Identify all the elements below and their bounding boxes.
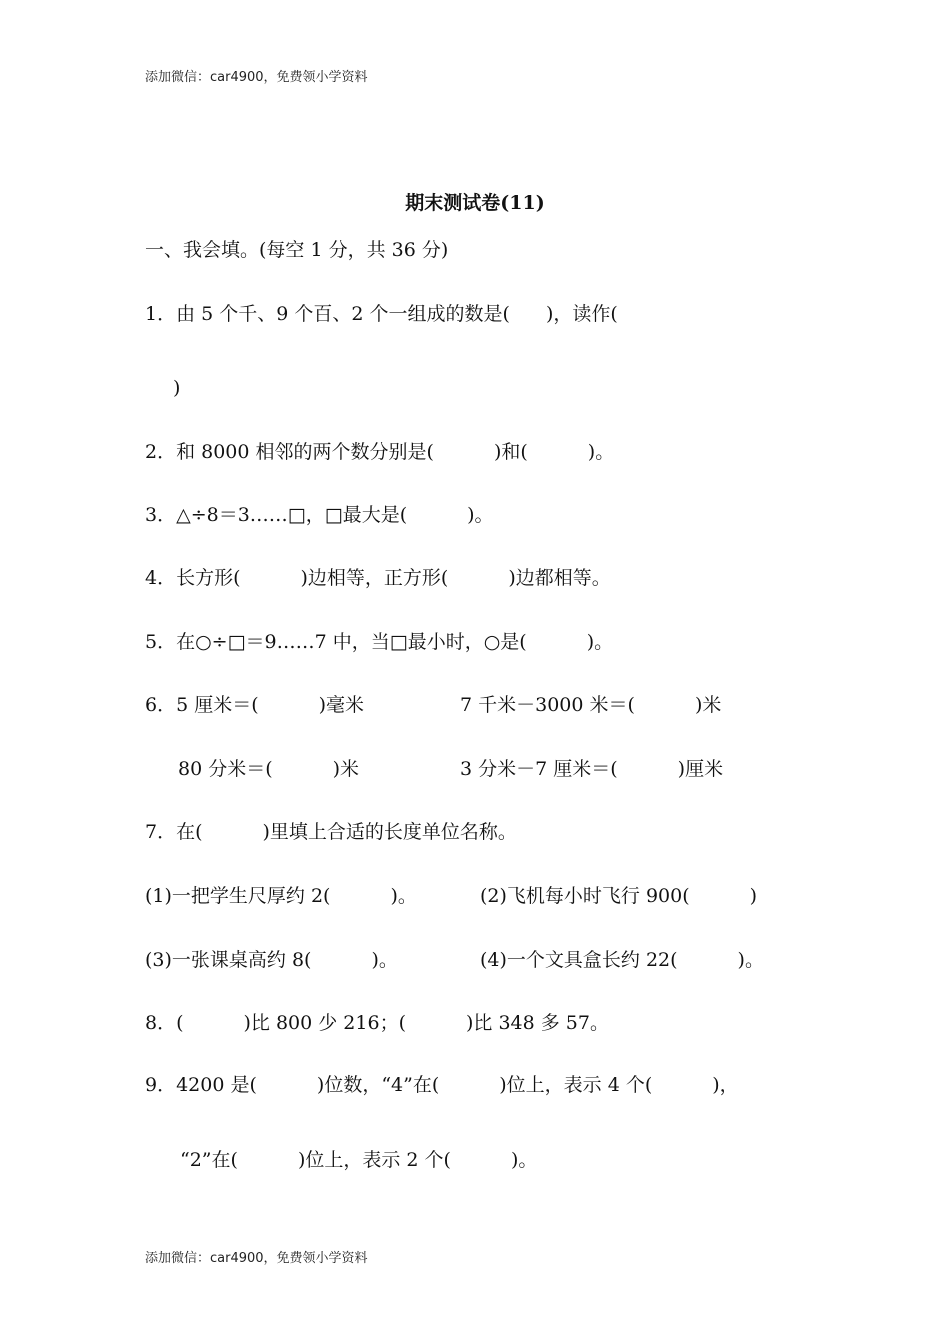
question-text: 由 5 个千、9 个百、2 个一组成的数是(: [176, 303, 510, 325]
question-7-part-1: [145, 884, 417, 908]
question-6-part-2: [460, 693, 721, 717]
question-1: [145, 302, 618, 326]
question-4: [145, 566, 611, 590]
question-text: (: [176, 1012, 184, 1034]
question-number: 4．: [145, 567, 177, 589]
question-text: (2)飞机每小时飞行 900(: [480, 885, 690, 907]
question-text: )。: [390, 885, 417, 907]
question-text: 在○÷□＝9……7 中，当□最小时，○是(: [176, 631, 527, 653]
question-text: )。: [510, 1149, 538, 1171]
question-6: [145, 693, 364, 717]
question-text: )毫米: [318, 694, 365, 716]
question-7-part-2: [480, 884, 757, 908]
question-7-part-3: [145, 948, 398, 972]
question-text: )。: [371, 949, 398, 971]
question-6-part-4: [460, 757, 723, 781]
question-text: “2”在(: [180, 1149, 238, 1171]
question-text: 3 分米－7 厘米＝(: [460, 758, 618, 780]
question-number: 3．: [145, 504, 177, 526]
question-8: [145, 1011, 609, 1035]
question-number: 7．: [145, 821, 177, 843]
question-text: )位上，表示 4 个(: [499, 1074, 653, 1096]
question-text: ): [749, 885, 758, 907]
question-text: )位上，表示 2 个(: [297, 1149, 451, 1171]
question-3: [145, 503, 494, 527]
question-text: 5 厘米＝(: [176, 694, 259, 716]
question-text: )比 348 多 57。: [466, 1012, 609, 1034]
question-text: 和 8000 相邻的两个数分别是(: [176, 441, 434, 463]
question-text: )。: [586, 631, 614, 653]
question-number: 5．: [145, 631, 177, 653]
question-9-continued: [180, 1148, 537, 1172]
question-text: )。: [587, 441, 615, 463]
question-text: )里填上合适的长度单位名称。: [262, 821, 517, 843]
question-text: 长方形(: [176, 567, 241, 589]
question-text: (4)一个文具盒长约 22(: [480, 949, 678, 971]
question-text: )，读作(: [545, 303, 618, 325]
question-5: [145, 630, 613, 654]
question-text: △÷8＝3……□，□最大是(: [176, 504, 408, 526]
question-text: )厘米: [677, 758, 724, 780]
question-1-continued: [173, 376, 180, 400]
question-number: 8．: [145, 1012, 177, 1034]
question-number: 2．: [145, 441, 177, 463]
section-heading: 一、我会填。(每空 1 分，共 36 分): [145, 239, 449, 261]
question-9: [145, 1073, 739, 1097]
question-text: 7 千米－3000 米＝(: [460, 694, 635, 716]
question-7-part-4: [480, 948, 764, 972]
question-text: )，: [712, 1074, 739, 1096]
question-text: )比 800 少 216；(: [243, 1012, 406, 1034]
question-text: )位数，“4”在(: [316, 1074, 440, 1096]
question-text: ): [173, 377, 181, 399]
question-text: (3)一张课桌高约 8(: [145, 949, 312, 971]
question-text: )。: [467, 504, 494, 526]
question-text: )。: [737, 949, 764, 971]
question-text: )米: [332, 758, 360, 780]
question-2: [145, 440, 614, 464]
question-number: 6．: [145, 694, 177, 716]
page-footer-note: 添加微信：car4900，免费领小学资料: [145, 1251, 368, 1266]
question-number: 9．: [145, 1074, 177, 1096]
question-text: )边都相等。: [508, 567, 611, 589]
question-text: 4200 是(: [176, 1074, 257, 1096]
question-text: (1)一把学生尺厚约 2(: [145, 885, 331, 907]
question-7: [145, 820, 517, 844]
question-6-part-3: [178, 757, 359, 781]
question-text: 在(: [176, 821, 203, 843]
question-text: )米: [694, 694, 722, 716]
question-number: 1．: [145, 303, 177, 325]
page-header-note: 添加微信：car4900，免费领小学资料: [145, 70, 368, 85]
page-title: 期末测试卷(11): [405, 192, 545, 214]
question-text: )边相等，正方形(: [300, 567, 449, 589]
question-text: )和(: [493, 441, 528, 463]
question-text: 80 分米＝(: [178, 758, 273, 780]
